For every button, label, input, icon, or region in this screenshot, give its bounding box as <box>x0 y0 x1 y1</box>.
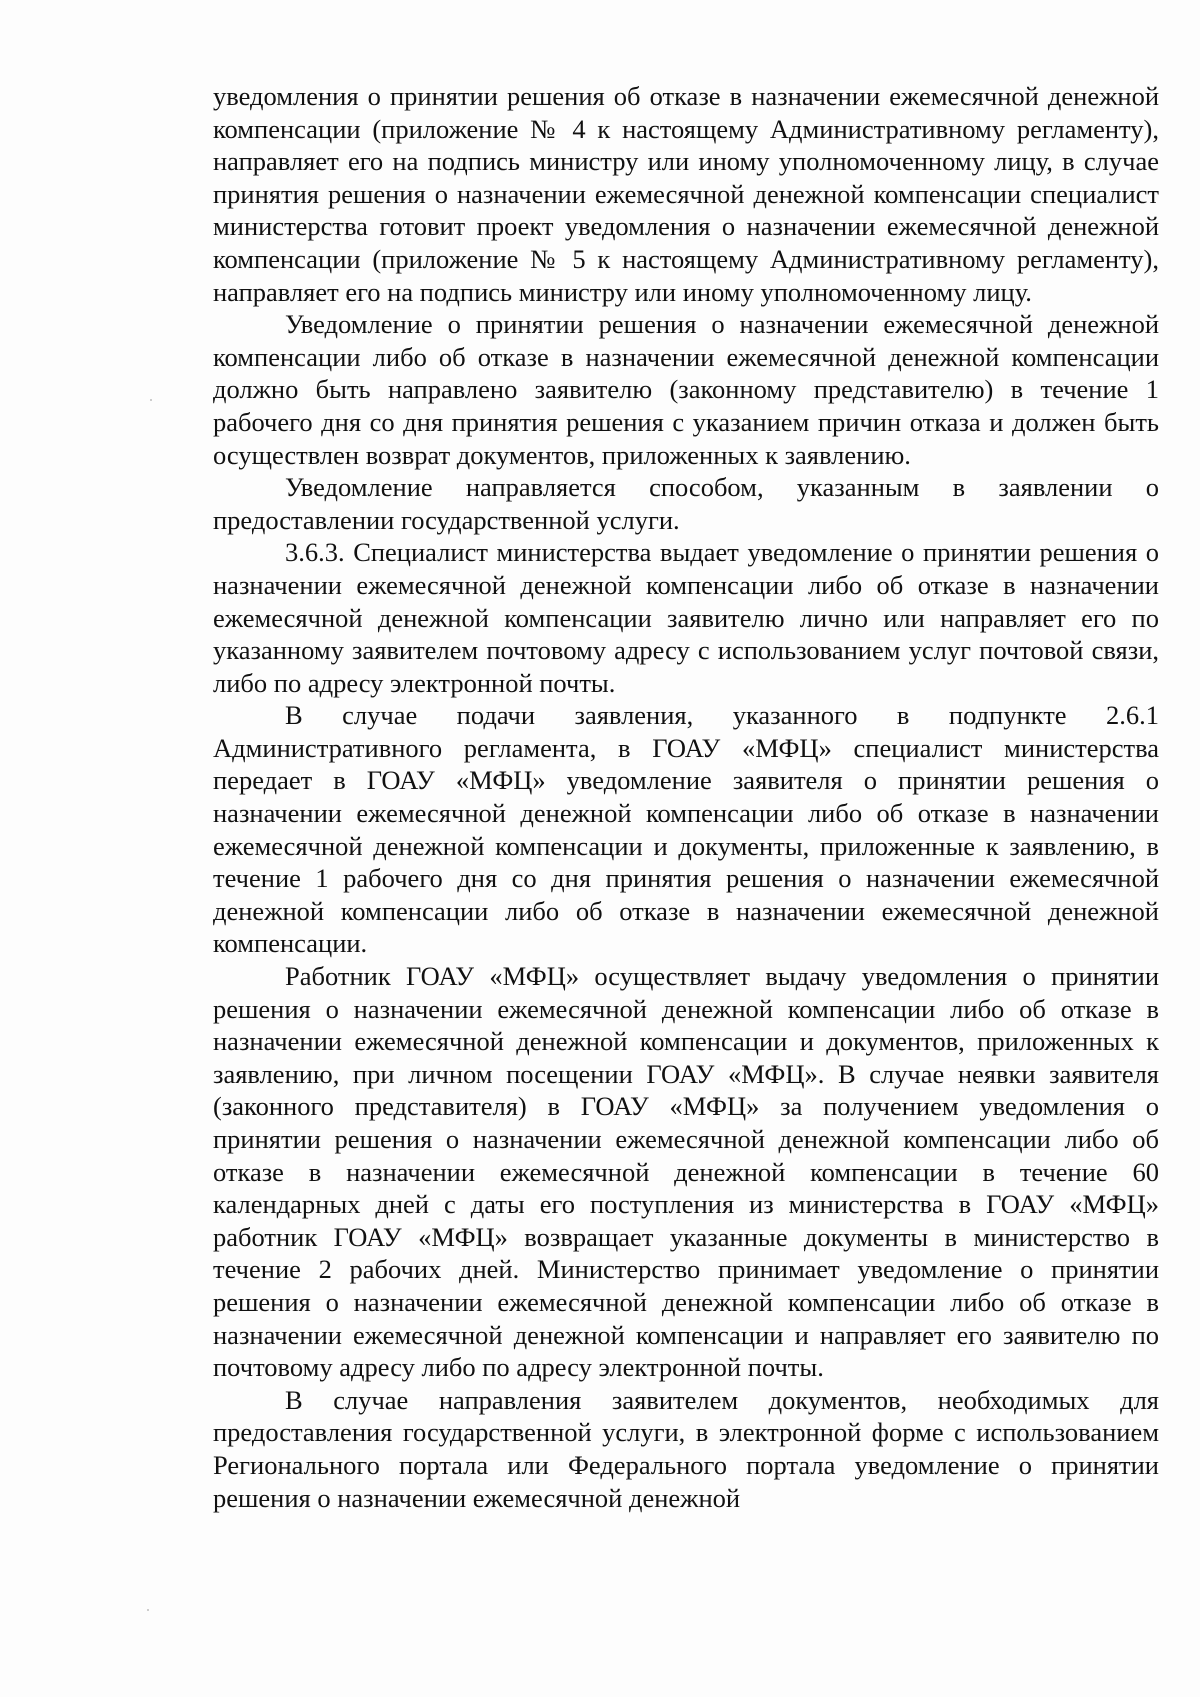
scan-speck <box>147 1609 149 1611</box>
document-body <box>213 80 1159 1514</box>
paragraph-notification-method: Уведомление направляется способом, указанным в заявлении о предоставлении государственной услуги. <box>213 472 1159 535</box>
paragraph-electronic-submission: В случае направления заявителем документов, необходимых для предоставления государственной услуги, в электронной форме с использованием Регионального портала или Федерального портала уведомление о принятии решения о назначении ежемесячной денежной <box>213 1384 1159 1513</box>
paragraph-notification-deadline: Уведомление о принятии решения о назначении ежемесячной денежной компенсации либо об отказе в назначении ежемесячной денежной компенсации должно быть направлено заявителю (законному представителю) в течение 1 рабочего дня со дня принятия решения с указанием причин отказа и должен быть осуществлен возврат документов, приложенных к заявлению. <box>213 309 1159 470</box>
paragraph-mfc-transfer: В случае подачи заявления, указанного в подпункте 2.6.1 Административного регламента, в ГОАУ «МФЦ» специалист министерства передает в ГОАУ «МФЦ» уведомление заявителя о принятии решения о назначении ежемесячной денежной компенсации либо об отказе в назначении ежемесячной денежной компенсации и документы, приложенные к заявлению, в течение 1 рабочего дня со дня принятия решения о назначении ежемесячной денежной компенсации либо об отказе в назначении ежемесячной денежной компенсации. <box>213 700 1159 959</box>
paragraph-continuation: уведомления о принятии решения об отказе в назначении ежемесячной денежной компенсации (приложение № 4 к настоящему Административному регламенту), направляет его на подпись министру или иному уполномоченному лицу, в случае принятия решения о назначении ежемесячной денежной компенсации специалист министерства готовит проект уведомления о назначении ежемесячной денежной компенсации (приложение № 5 к настоящему Административному регламенту), направляет его на подпись министру или иному уполномоченному лицу. <box>213 81 1159 307</box>
paragraph-3-6-3: 3.6.3. Специалист министерства выдает уведомление о принятии решения о назначении ежемесячной денежной компенсации либо об отказе в назначении ежемесячной денежной компенсации заявителю лично или направляет его по указанному заявителем почтовому адресу с использованием услуг почтовой связи, либо по адресу электронной почты. <box>213 537 1159 698</box>
paragraph-mfc-issuance: Работник ГОАУ «МФЦ» осуществляет выдачу уведомления о принятии решения о назначении ежемесячной денежной компенсации либо об отказе в назначении ежемесячной денежной компенсации и документов, приложенных к заявлению, при личном посещении ГОАУ «МФЦ». В случае неявки заявителя (законного представителя) в ГОАУ «МФЦ» за получением уведомления о принятии решения о назначении ежемесячной денежной компенсации либо об отказе в назначении ежемесячной денежной компенсации в течение 60 календарных дней с даты его поступления из министерства в ГОАУ «МФЦ» работник ГОАУ «МФЦ» возвращает указанные документы в министерство в течение 2 рабочих дней. Министерство принимает уведомление о принятии решения о назначении ежемесячной денежной компенсации либо об отказе в назначении ежемесячной денежной компенсации и направляет его заявителю по почтовому адресу либо по адресу электронной почты. <box>213 961 1159 1383</box>
scan-speck <box>150 399 152 401</box>
